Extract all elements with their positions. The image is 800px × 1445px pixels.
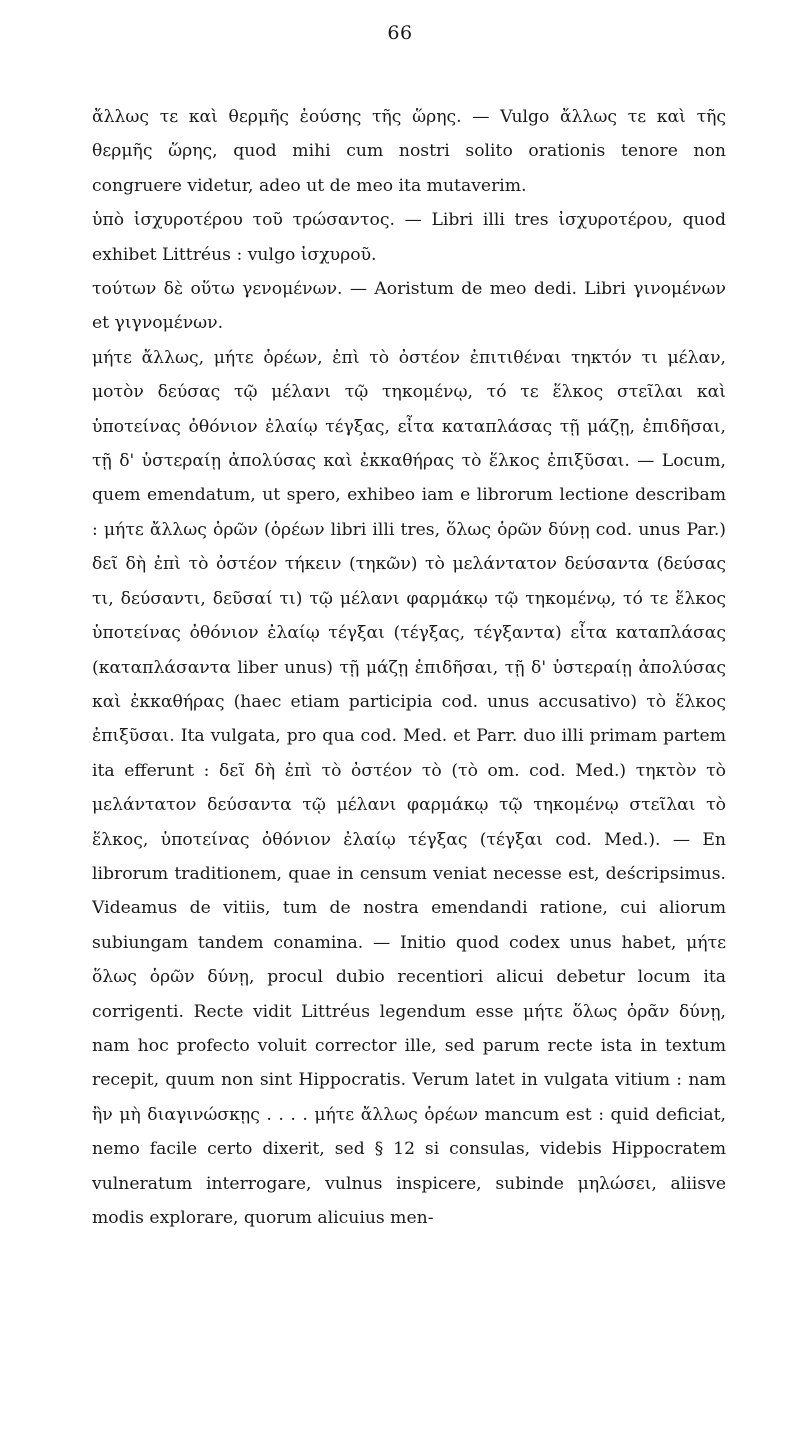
paragraph: ὑπὸ ἰσχυροτέρου τοῦ τρώσαντος. — Libri illi tres ἰσχυροτέρου, quod exhibet Littréus : vulgo ἰσχυροῦ. xyxy=(92,210,726,265)
page-number: 66 xyxy=(387,22,413,44)
paragraph: μήτε ἄλλως, μήτε ὁρέων, ἐπὶ τὸ ὀστέον ἐπιτιθέναι τηκτόν τι μέλαν, μοτὸν δεύσας τῷ μέλανι τῷ τηκομένῳ, τό τε ἕλκος στεῖλαι καὶ ὑποτείνας ὀθόνιον ἐλαίῳ τέγξας, εἶτα καταπλάσας τῇ μάζῃ, ἐπιδῆσαι, τῇ δ' ὑστεραίῃ ἀπολύσας καὶ ἐκκαθήρας τὸ ἕλκος ἐπιξῦσαι. — Locum, quem emendatum, ut spero, exhibeo iam e librorum lectione describam : μήτε ἄλλως ὁρῶν (ὁρέων libri illi tres, ὅλως ὁρῶν δύνῃ cod. unus Par.) δεῖ δὴ ἐπὶ τὸ ὀστέον τήκειν (τηκῶν) τὸ μελάντατον δεύσαντα (δεύσας τι, δεύσαντι, δεῦσαί τι) τῷ μέλανι φαρμάκῳ τῷ τηκομένῳ, τό τε ἕλκος ὑποτείνας ὀθόνιον ἐλαίῳ τέγξαι (τέγξας, τέγξαντα) εἶτα καταπλάσας (καταπλάσαντα liber unus) τῇ μάζῃ ἐπιδῆσαι, τῇ δ' ὑστεραίῃ ἀπολύσας καὶ ἐκκαθήρας (haec etiam participia cod. unus accusativo) τὸ ἕλκος ἐπιξῦσαι. Ita vulgata, pro qua cod. Med. et Parr. duo illi primam partem ita efferunt : δεῖ δὴ ἐπὶ τὸ ὀστέον τὸ (τὸ om. cod. Med.) τηκτὸν τὸ μελάντατον δεύσαντα τῷ μέλανι φαρμάκῳ τῷ τηκομένῳ στεῖλαι τὸ ἕλκος, ὑποτείνας ὀθόνιον ἐλαίῳ τέγξας (τέγξαι cod. Med.). — En librorum traditionem, quae in censum veniat necesse est, deścripsimus. Videamus de vitiis, tum de nostra emendandi ratione, cui aliorum subiungam tandem conamina. — Initio quod codex unus habet, μήτε ὅλως ὁρῶν δύνῃ, procul dubio recentiori alicui debetur locum ita corrigenti. Recte vidit Littréus legendum esse μήτε ὅλως ὁρᾶν δύνῃ, nam hoc profecto voluit corrector ille, sed parum recte ista in textum recepit, quum non sint Hippocratis. Verum latet in vulgata vitium : nam ἢν μὴ διαγινώσκῃς . . . . μήτε ἄλλως ὁρέων mancum est : quid deficiat, nemo facile certo dixerit, sed § 12 si consulas, videbis Hippocratem vulneratum interrogare, vulnus inspicere, subinde μηλώσει, aliisve modis explorare, quorum alicuius men- xyxy=(92,347,726,1228)
paragraph: τούτων δὲ οὕτω γενομένων. — Aoristum de meo dedi. Libri γινομένων et γιγνομένων. xyxy=(92,279,726,334)
body-text xyxy=(92,100,726,1235)
paragraph: ἄλλως τε καὶ θερμῆς ἐούσης τῆς ὥρης. — Vulgo ἄλλως τε καὶ τῆς θερμῆς ὥρης, quod mihi cum nostri solito orationis tenore non congruere videtur, adeo ut de meo ita mutaverim. xyxy=(92,107,726,196)
